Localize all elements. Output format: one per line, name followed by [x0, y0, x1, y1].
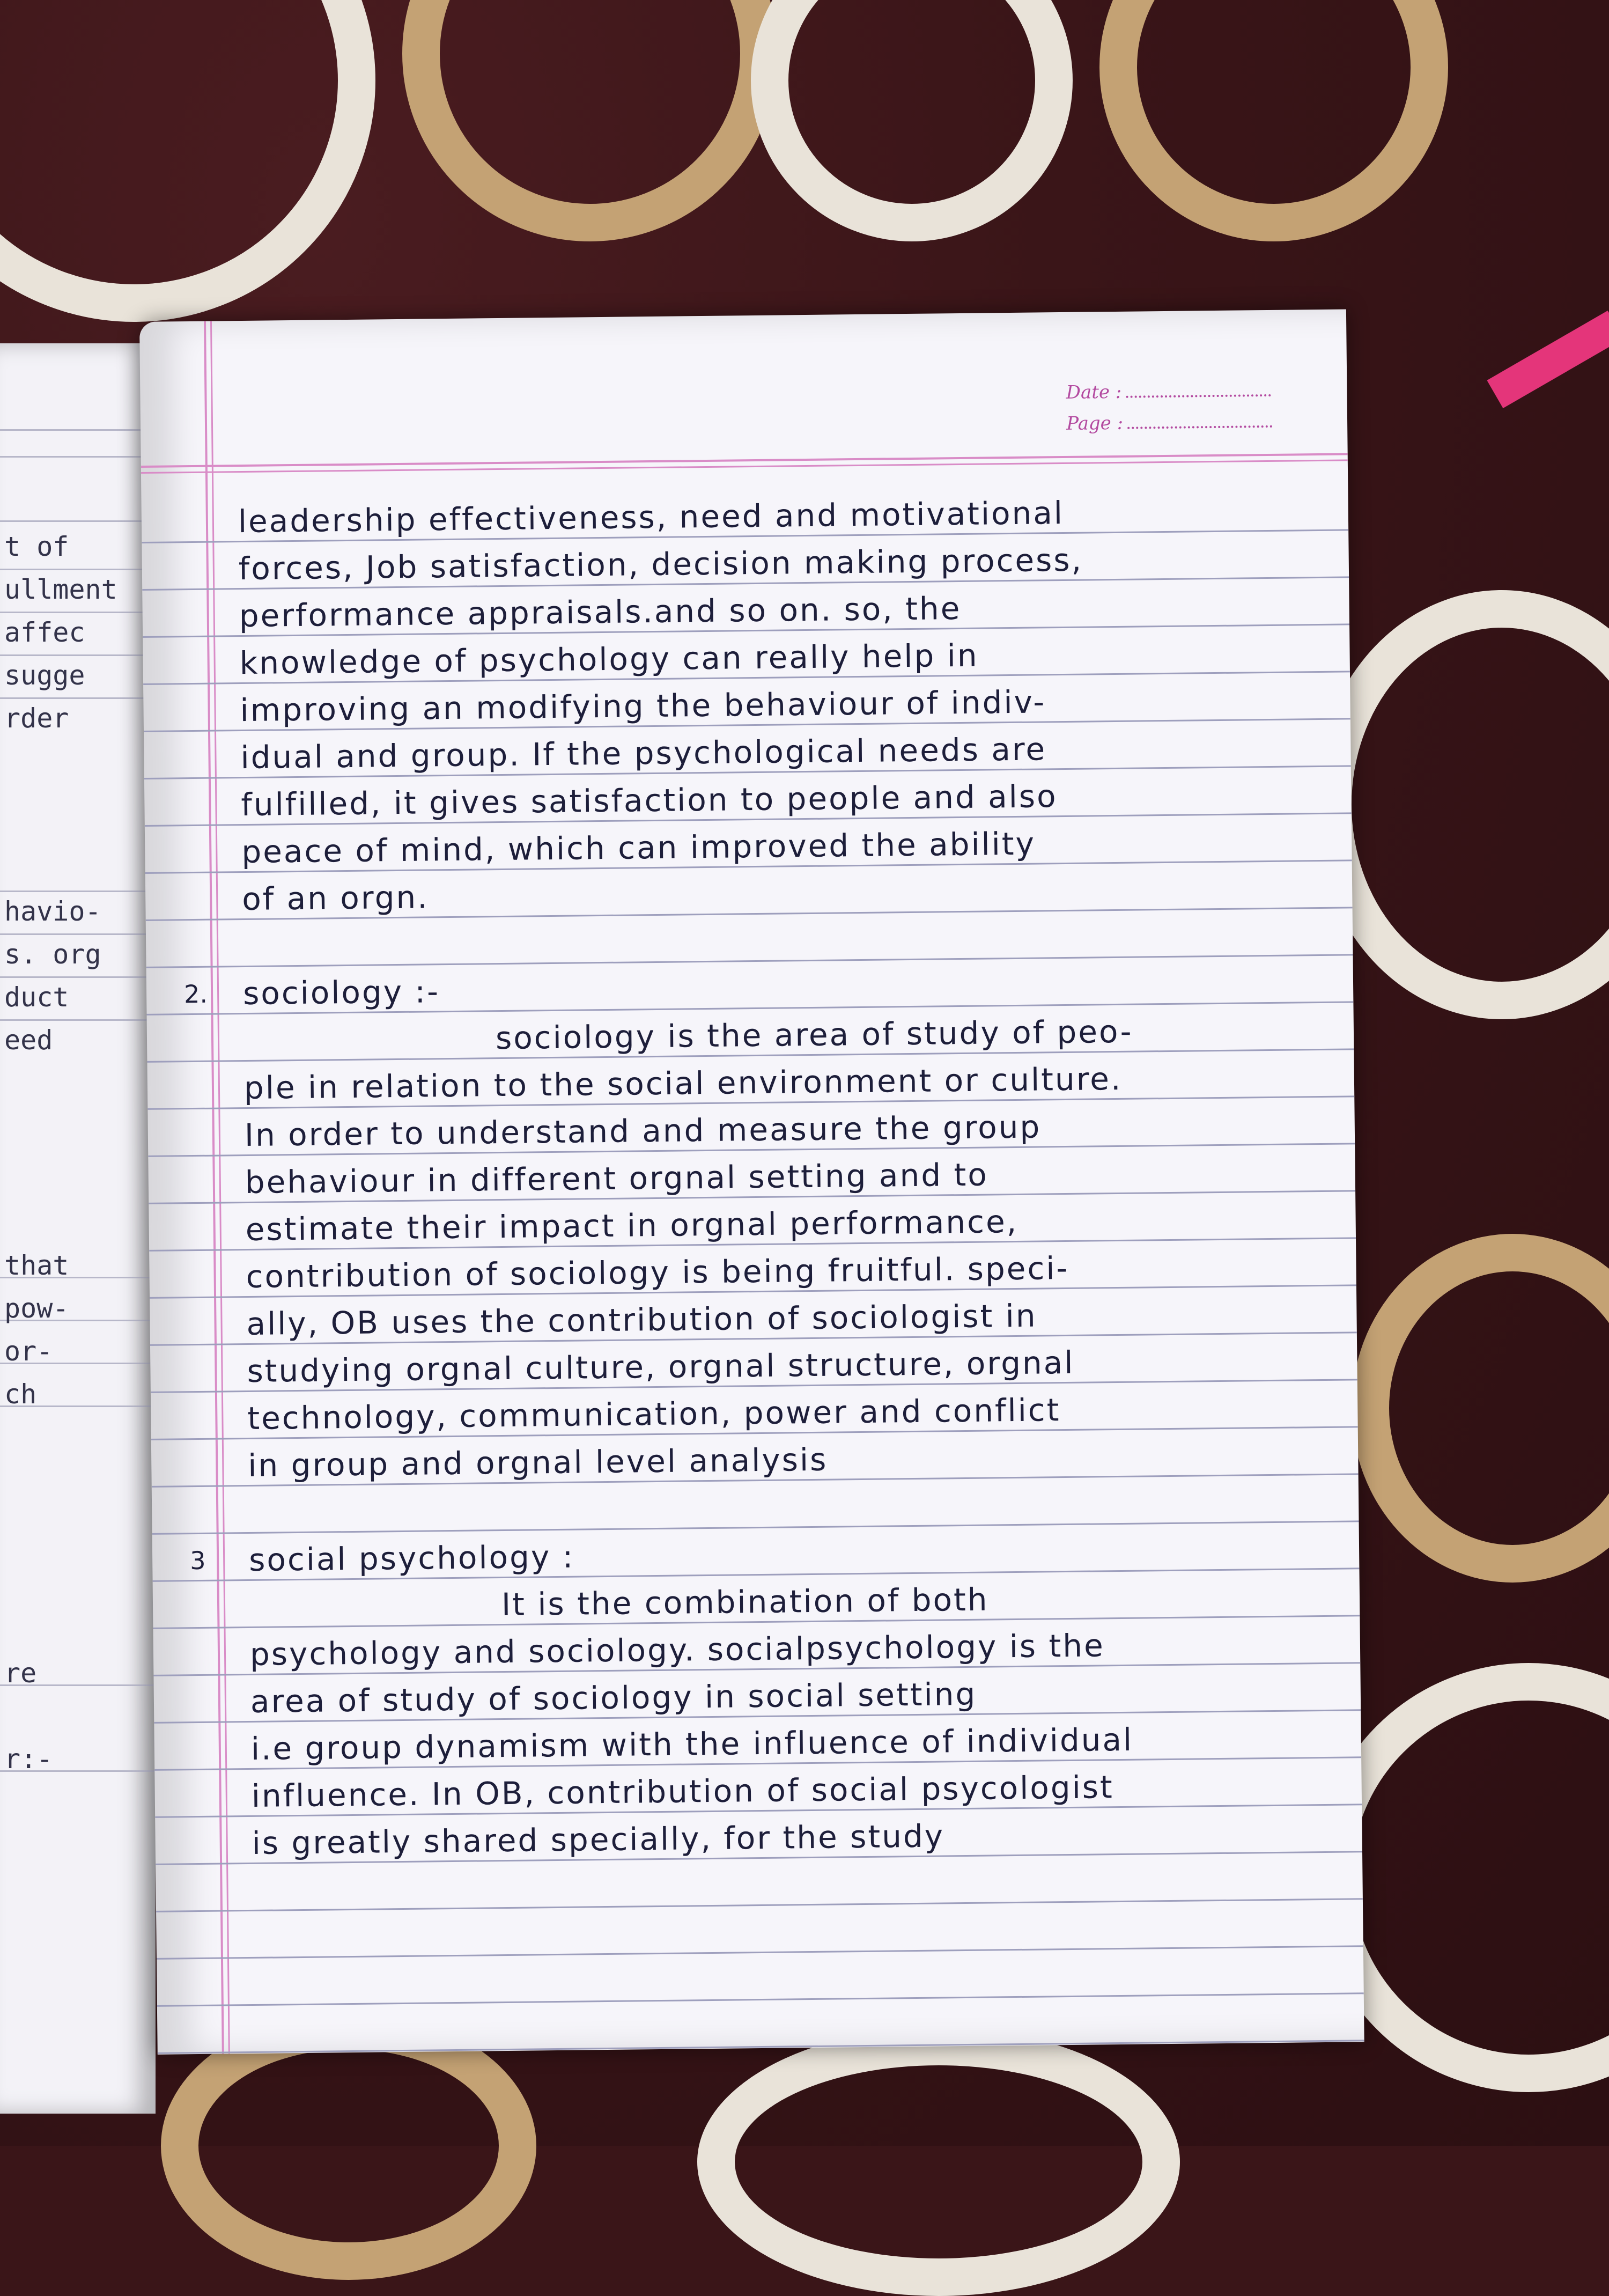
ruled-line: [0, 654, 156, 656]
left-page-text: affec: [4, 617, 85, 648]
section-heading: sociology :-: [242, 973, 440, 1012]
section-heading: social psychology :: [248, 1538, 575, 1578]
left-page-text: t of: [4, 531, 69, 562]
left-page-text: r:-: [4, 1743, 53, 1775]
left-page-text: or-: [4, 1336, 53, 1367]
left-page-text: eed: [4, 1025, 53, 1056]
text-line: improving an modifying the behaviour of indiv-: [240, 683, 1046, 729]
text-line: ple in relation to the social environment or culture.: [243, 1060, 1123, 1107]
ruled-line: [0, 569, 156, 570]
left-page-text: sugge: [4, 660, 85, 691]
fabric-swirl: [1099, 0, 1448, 241]
page-field: [1066, 411, 1272, 444]
left-notebook-page: [0, 343, 156, 2114]
left-page-text: s. org: [4, 939, 101, 970]
ruled-line: [0, 612, 156, 613]
left-page-text: that: [4, 1250, 69, 1281]
text-line: ally, OB uses the contribution of sociologist in: [246, 1297, 1037, 1343]
notebook-page: [139, 309, 1364, 2054]
left-page-text: pow-: [4, 1293, 69, 1324]
text-line: studying orgnal culture, orgnal structure, orgnal: [247, 1344, 1075, 1390]
text-line: estimate their impact in orgnal performance,: [245, 1203, 1018, 1248]
left-page-text: havio-: [4, 896, 101, 927]
text-line: In order to understand and measure the group: [244, 1108, 1042, 1154]
ruled-line: [0, 891, 156, 892]
date-label: Date :: [1066, 381, 1122, 403]
ruled-line: [0, 933, 156, 935]
ruled-line: [0, 697, 156, 699]
left-page-text: rder: [4, 703, 69, 734]
text-line: psychology and sociology. socialpsychology is the: [249, 1627, 1105, 1673]
text-line: forces, Job satisfaction, decision making process,: [238, 541, 1083, 587]
page-label: Page :: [1066, 412, 1124, 435]
date-field: [1066, 380, 1272, 413]
left-page-text: duct: [4, 982, 69, 1013]
date-page-header: [1066, 380, 1272, 444]
text-line: knowledge of psychology can really help in: [239, 637, 979, 682]
left-page-text: ullment: [4, 574, 117, 605]
text-line: i.e group dynamism with the influence of individual: [250, 1721, 1134, 1767]
text-line: It is the combination of both: [501, 1581, 989, 1623]
text-line: in group and orgnal level analysis: [247, 1441, 828, 1484]
text-line: fulfilled, it gives satisfaction to people and also: [241, 778, 1058, 823]
text-line: idual and group. If the psychological needs are: [240, 731, 1047, 776]
fabric-swirl: [402, 0, 778, 241]
text-line: technology, communication, power and conflict: [247, 1392, 1061, 1437]
left-page-text: re: [4, 1658, 37, 1689]
ruled-line: [0, 976, 156, 978]
ruled-line: [156, 1898, 1363, 1912]
text-line: influence. In OB, contribution of social psycologist: [251, 1769, 1115, 1814]
left-page-text: ch: [4, 1379, 37, 1410]
ruled-line: [0, 1019, 156, 1021]
text-line: contribution of sociology is being fruitful. speci-: [246, 1249, 1069, 1296]
ruled-line: [0, 429, 156, 431]
text-line: performance appraisals.and so on. so, the: [239, 590, 962, 635]
ruled-line: [0, 520, 156, 522]
text-line: behaviour in different orgnal setting and to: [245, 1156, 989, 1201]
fabric-swirl: [697, 2028, 1180, 2296]
fabric-swirl: [1314, 590, 1609, 1019]
fabric-swirl: [1352, 1234, 1609, 1583]
ruled-line: [0, 456, 156, 458]
text-line: sociology is the area of study of peo-: [495, 1013, 1133, 1057]
text-line: is greatly shared specially, for the study: [252, 1817, 945, 1861]
ruled-line: [157, 1992, 1364, 2007]
text-line: of an orgn.: [241, 879, 430, 918]
section-number: 3: [189, 1546, 206, 1576]
text-line: leadership effectiveness, need and motivational: [238, 494, 1065, 540]
ruled-line: [157, 1945, 1363, 1960]
text-line: area of study of sociology in social setting: [250, 1675, 977, 1720]
header-rule: [141, 459, 1348, 474]
fabric-swirl: [0, 0, 375, 322]
pink-ribbon: [1487, 311, 1609, 408]
section-number: 2.: [183, 979, 208, 1009]
handwritten-notes: [141, 486, 1348, 1861]
text-line: peace of mind, which can improved the ability: [241, 825, 1036, 871]
fabric-swirl: [751, 0, 1073, 241]
